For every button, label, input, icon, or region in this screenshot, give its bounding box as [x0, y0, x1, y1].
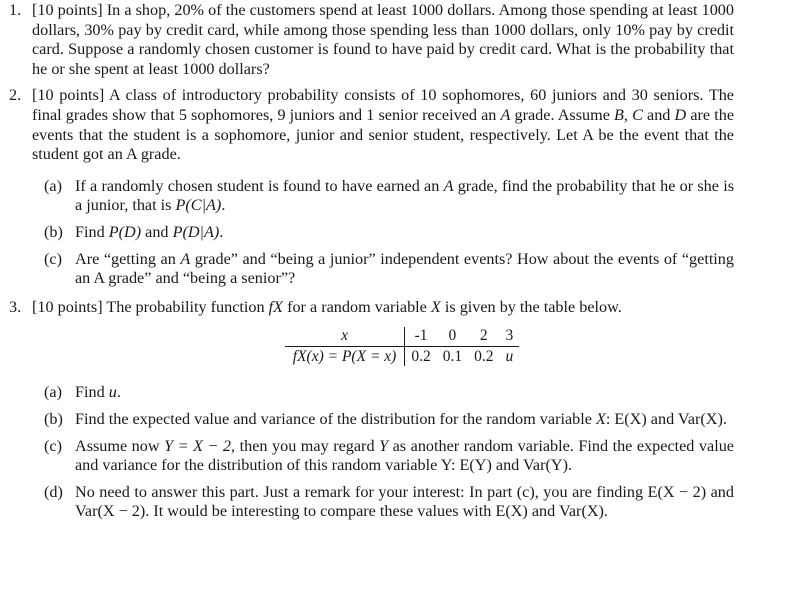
table-cell-p: 0.1 [437, 347, 468, 367]
problem-text: [10 points] The probability function [32, 297, 269, 316]
math-var: B [614, 105, 624, 124]
math-expr: P(C|A) [175, 196, 222, 215]
math-var: A [443, 176, 454, 195]
part-text: . [116, 383, 121, 402]
table-header-x: x [285, 327, 405, 347]
math-var: A [180, 249, 191, 268]
problem-2-part-b [0, 223, 792, 243]
problem-3-part-a [0, 383, 792, 403]
part-label: (d) [44, 482, 63, 501]
table-cell-x: 2 [479, 327, 488, 345]
part-text: Find [75, 222, 109, 241]
problem-text: is given by the table below. [440, 297, 622, 316]
math-var: A [500, 105, 511, 124]
math-var: X [595, 409, 606, 428]
part-text: . [219, 222, 224, 241]
part-text: : E(X) and Var(X). [605, 409, 727, 428]
part-text: Find [75, 383, 109, 402]
math-expr: Y = X − 2 [164, 436, 232, 455]
table-cell-x: -1 [414, 327, 428, 345]
table-cell-p: u [499, 347, 519, 367]
math-expr: P(D) [108, 222, 142, 241]
probability-table-wrapper [0, 327, 792, 366]
problem-text: for a random variable [283, 297, 431, 316]
table-cell-p: 0.2 [468, 347, 499, 367]
problem-3-part-d [0, 483, 792, 522]
part-text: and [141, 222, 173, 241]
math-expr: P(D|A) [172, 222, 220, 241]
problem-number: 1. [9, 1, 22, 19]
part-label: (a) [44, 176, 62, 195]
math-var: D [674, 105, 687, 124]
part-text: . [221, 196, 226, 215]
part-label: (c) [44, 249, 62, 268]
math-var: X [430, 297, 441, 316]
table-row-p [285, 347, 519, 367]
part-text: Assume now [75, 436, 165, 455]
table-cell-x: 3 [505, 327, 514, 345]
problem-3 [0, 298, 792, 318]
problem-2-part-a [0, 177, 792, 216]
part-text: , then you may regard [231, 436, 380, 455]
math-var: u [108, 383, 117, 402]
problem-text: [10 points] A class of introductory probability consists of 10 sophomores, 60 juniors and 30 seniors. The final grades show that 5 sophomores, 9 juniors and 1 senior received an [32, 86, 734, 124]
math-var: Y [379, 436, 389, 455]
probability-table [285, 327, 519, 366]
problem-text: and [642, 105, 675, 124]
part-text: If a randomly chosen student is found to have earned an [75, 176, 444, 195]
math-expr: fX [268, 297, 284, 316]
problem-text: [10 points] In a shop, 20% of the customers spend at least 1000 dollars. Among those spending at least 1000 dollars, 30% pay by credit card, while among those spending less than 1000 dollars, only 10% pay by credit card. Suppose a randomly chosen customer is found to have paid by credit card. What is the probability that he or she spent at least 1000 dollars? [32, 1, 734, 78]
math-var: C [632, 105, 643, 124]
problem-text: are the events that the student is a sophomore, junior and senior student, respectively. Let A be the event that the student got an A grade. [32, 105, 734, 164]
part-text: No need to answer this part. Just a remark for your interest: In part (c), you are finding E(X − 2) and Var(X − 2). It would be interesting to compare these values with E(X) and Var(X). [75, 482, 734, 521]
part-label: (b) [44, 222, 63, 241]
table-cell-x: 0 [448, 327, 457, 345]
problem-2 [0, 86, 792, 164]
problem-3-part-b [0, 410, 792, 430]
problem-3-part-c [0, 437, 792, 476]
part-label: (b) [44, 409, 63, 428]
problem-number: 3. [9, 297, 22, 316]
problem-text: , [623, 105, 633, 124]
part-text: Find the expected value and variance of the distribution for the random variable [75, 409, 596, 428]
table-row-x [285, 327, 519, 347]
table-cell-p: 0.2 [405, 347, 437, 367]
part-text: grade” and “being a junior” independent events? How about the events of “getting an A grade” and “being a senior”? [75, 249, 734, 288]
part-text: grade, find the probability that he or she is a junior, that is [75, 176, 734, 215]
problem-2-part-c [0, 250, 792, 289]
problem-text: grade. Assume [510, 105, 615, 124]
part-text: Are “getting an [75, 249, 181, 268]
part-label: (a) [44, 383, 62, 402]
problem-1 [0, 1, 792, 79]
table-header-p: fX(x) = P(X = x) [285, 347, 405, 367]
problem-number: 2. [9, 86, 22, 105]
part-text: as another random variable. Find the expected value and variance for the distribution of this random variable Y: E(Y) and Var(Y). [75, 436, 734, 475]
part-label: (c) [44, 436, 62, 455]
